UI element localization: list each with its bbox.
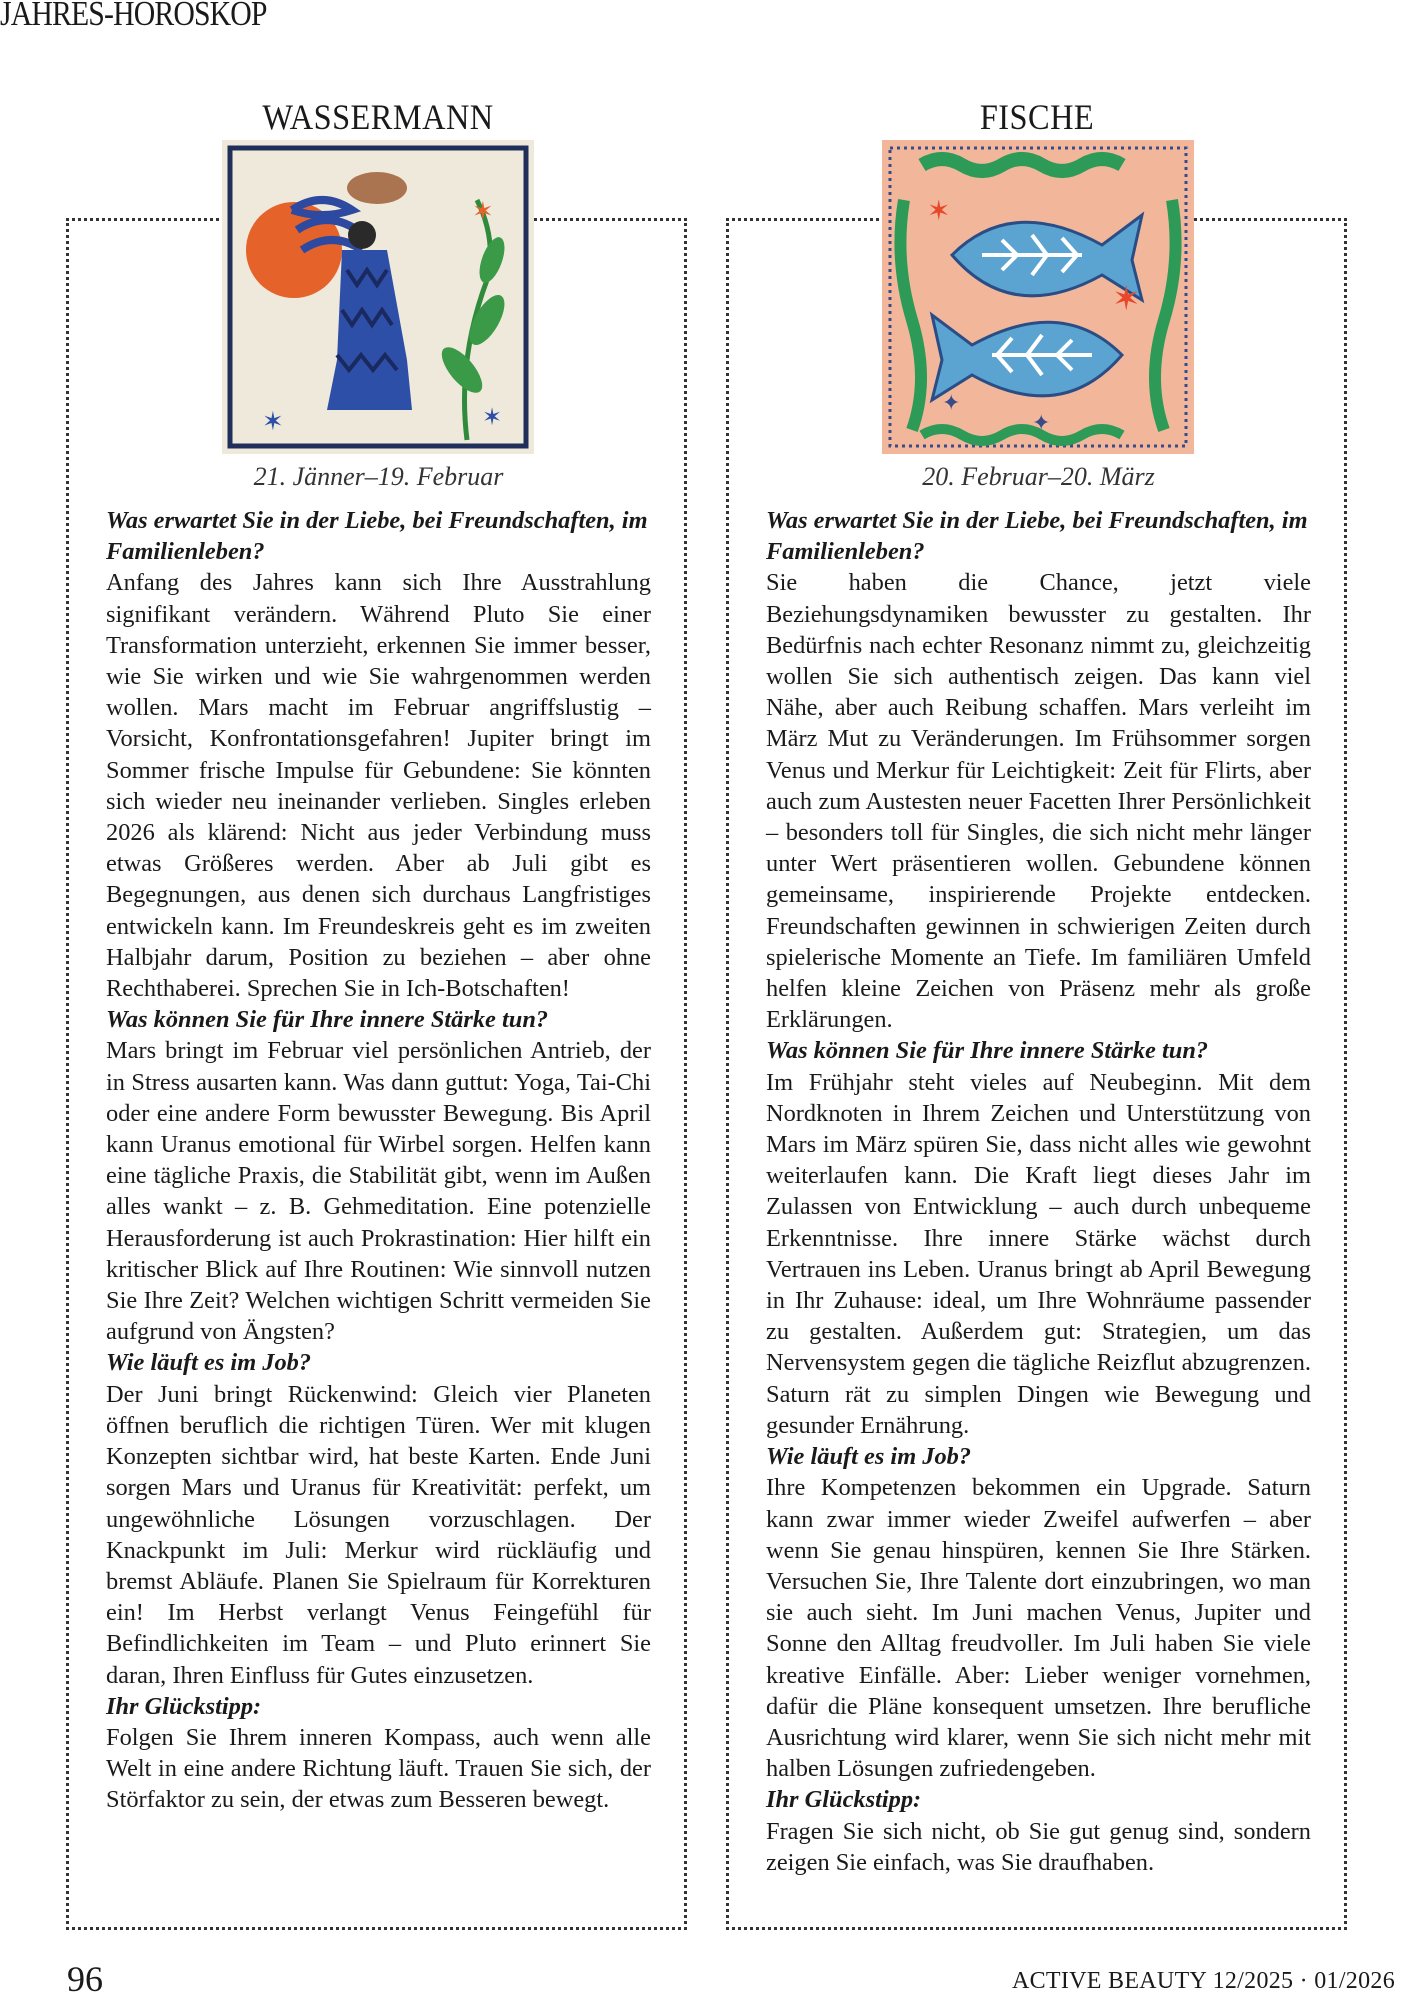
aquarius-illustration bbox=[222, 140, 534, 454]
answer-job: Der Juni bringt Rückenwind: Gleich vier Planeten öffnen beruflich die richtigen Türen. Wer mit klugen Konzepten sichtbar wird, hat beste Karten. Ende Juni sorgen Mars und Uranus für Kreativität: perfekt, um ungewöhnliche Lösungen vorzuschlagen. Der Knackpunkt im Juli: Merkur wird rückläufig und bremst Abläufe. Planen Sie Spielraum für Korrekturen ein! Im Herbst verlangt Venus Feingefühl für Befindlichkeiten im Team – und Pluto erinnert Sie daran, Ihren Einfluss für Gutes einzusetzen. bbox=[106, 1380, 651, 1689]
question-job: Wie läuft es im Job? bbox=[106, 1349, 312, 1377]
sign-title-fische: FISCHE bbox=[979, 97, 1095, 137]
issue-line: ACTIVE BEAUTY 12/2025 · 01/2026 bbox=[1011, 1968, 1395, 1994]
page-number: 96 bbox=[67, 1959, 103, 1999]
sign-dates-wassermann: 21. Jänner–19. Februar bbox=[253, 462, 504, 491]
svg-text:✦: ✦ bbox=[1032, 410, 1051, 435]
pisces-illustration bbox=[882, 140, 1194, 454]
svg-text:✶: ✶ bbox=[482, 405, 503, 431]
svg-text:✶: ✶ bbox=[927, 196, 951, 227]
question-strength: Was können Sie für Ihre innere Stärke tun? bbox=[766, 1037, 1209, 1065]
svg-text:✶: ✶ bbox=[1112, 281, 1141, 318]
question-strength: Was können Sie für Ihre innere Stärke tun? bbox=[106, 1006, 549, 1034]
fische-text bbox=[766, 505, 1311, 1878]
question-love: Was erwartet Sie in der Liebe, bei Freundschaften, im Familienleben? bbox=[766, 507, 1308, 566]
question-luck: Ihr Glückstipp: bbox=[766, 1786, 922, 1814]
svg-text:✶: ✶ bbox=[262, 407, 284, 436]
question-love: Was erwartet Sie in der Liebe, bei Freundschaften, im Familienleben? bbox=[106, 507, 648, 566]
answer-love: Sie haben die Chance, jetzt viele Beziehungsdynamiken bewusster zu gestalten. Ihr Bedürfnis nach echter Resonanz nimmt zu, gleichzeitig wollen Sie sich authentisch zeigen. Das kann viel Nähe, aber auch Reibung schaffen. Mars verleiht im März Mut zu Veränderungen. Im Frühsommer sorgen Venus und Merkur für Leichtigkeit: Zeit für Flirts, aber auch zum Austesten neuer Facetten Ihrer Persönlichkeit – besonders toll für Singles, die sich nicht mehr länger unter Wert präsentieren wollen. Gebundene können gemeinsame, inspirierende Projekte entdecken. Freundschaften gewinnen in schwierigen Zeiten durch spielerische Momente an Tiefe. Im familiären Umfeld helfen kleine Zeichen von Präsenz mehr als große Erklärungen. bbox=[766, 569, 1311, 1034]
answer-love: Anfang des Jahres kann sich Ihre Ausstrahlung signifikant verändern. Während Pluto Sie einer Transformation unterzieht, erkennen Sie immer besser, wie Sie wirken und wie Sie wahrgenommen werden wollen. Mars macht im Februar angriffslustig – Vorsicht, Konfrontationsgefahren! Jupiter bringt im Sommer frische Impulse für Gebundene: Sie könnten sich wieder neu ineinander verlieben. Singles erleben 2026 als klärend: Nicht aus jeder Verbindung muss etwas Größeres werden. Aber ab Juli gibt es Begegnungen, aus denen sich durchaus Langfristiges entwickeln kann. Im Freundeskreis geht es im zweiten Halbjahr darum, Position zu beziehen – aber ohne Rechthaberei. Sprechen Sie in Ich-Botschaften! bbox=[106, 569, 651, 1003]
sign-title-wassermann: WASSERMANN bbox=[262, 97, 494, 137]
answer-luck: Folgen Sie Ihrem inneren Kompass, auch wenn alle Welt in eine andere Richtung läuft. Trauen Sie sich, der Störfaktor zu sein, der etwas zum Besseren bewegt. bbox=[106, 1723, 651, 1814]
question-job: Wie läuft es im Job? bbox=[766, 1443, 972, 1471]
answer-strength: Im Frühjahr steht vieles auf Neubeginn. Mit dem Nordknoten in Ihrem Zeichen und Unterstützung von Mars im März spüren Sie, dass nicht alles wie gewohnt weiterlaufen kann. Die Kraft liegt dieses Jahr im Zulassen von Entwicklung – auch durch unbequeme Erkenntnisse. Ihre innere Stärke wächst durch Vertrauen ins Leben. Uranus bringt ab April Bewegung in Ihr Zuhause: ideal, um Ihre Wohnräume passender zu gestalten. Außerdem gut: Strategien, um das Nervensystem gegen die tägliche Reizflut abzugrenzen. Saturn rät zu simplen Dingen wie Bewegung und gesunder Ernährung. bbox=[766, 1068, 1311, 1439]
svg-text:✦: ✦ bbox=[942, 390, 961, 415]
answer-strength: Mars bringt im Februar viel persönlichen Antrieb, der in Stress ausarten kann. Was dann guttut: Yoga, Tai-Chi oder eine andere Form bewusster Bewegung. Bis April kann Uranus emotional für Wirbel sorgen. Helfen kann eine tägliche Praxis, die Stabilität gibt, wenn im Außen alles wankt – z. B. Gehmeditation. Eine potenzielle Herausforderung ist auch Prokrastination: Hier hilft ein kritischer Blick auf Ihre Routinen: Wie sinnvoll nutzen Sie Ihre Zeit? Welchen wichtigen Schritt vermeiden Sie aufgrund von Ängsten? bbox=[106, 1037, 651, 1346]
svg-text:✶: ✶ bbox=[472, 197, 494, 226]
question-luck: Ihr Glückstipp: bbox=[106, 1692, 262, 1720]
answer-job: Ihre Kompetenzen bekommen ein Upgrade. Saturn kann zwar immer wieder Zweifel aufwerfen – aber wenn Sie genau hinspüren, kennen Sie Ihre Stärken. Versuchen Sie, Ihre Talente dort einzubringen, wo man sie auch sieht. Im Juni machen Venus, Jupiter und Sonne den Alltag freudvoller. Im Juli haben Sie viele kreative Einfälle. Aber: Lieber weniger vornehmen, dafür die Pläne konsequent umsetzen. Ihre berufliche Ausrichtung wird klarer, wenn Sie sich nicht mehr mit halben Lösungen zufriedengeben. bbox=[766, 1474, 1311, 1783]
running-head: JAHRES-HOROSKOP bbox=[0, 0, 267, 33]
sign-dates-fische: 20. Februar–20. März bbox=[922, 462, 1155, 491]
wassermann-text bbox=[106, 505, 651, 1816]
answer-luck: Fragen Sie sich nicht, ob Sie gut genug sind, sondern zeigen Sie einfach, was Sie draufhaben. bbox=[766, 1817, 1311, 1876]
